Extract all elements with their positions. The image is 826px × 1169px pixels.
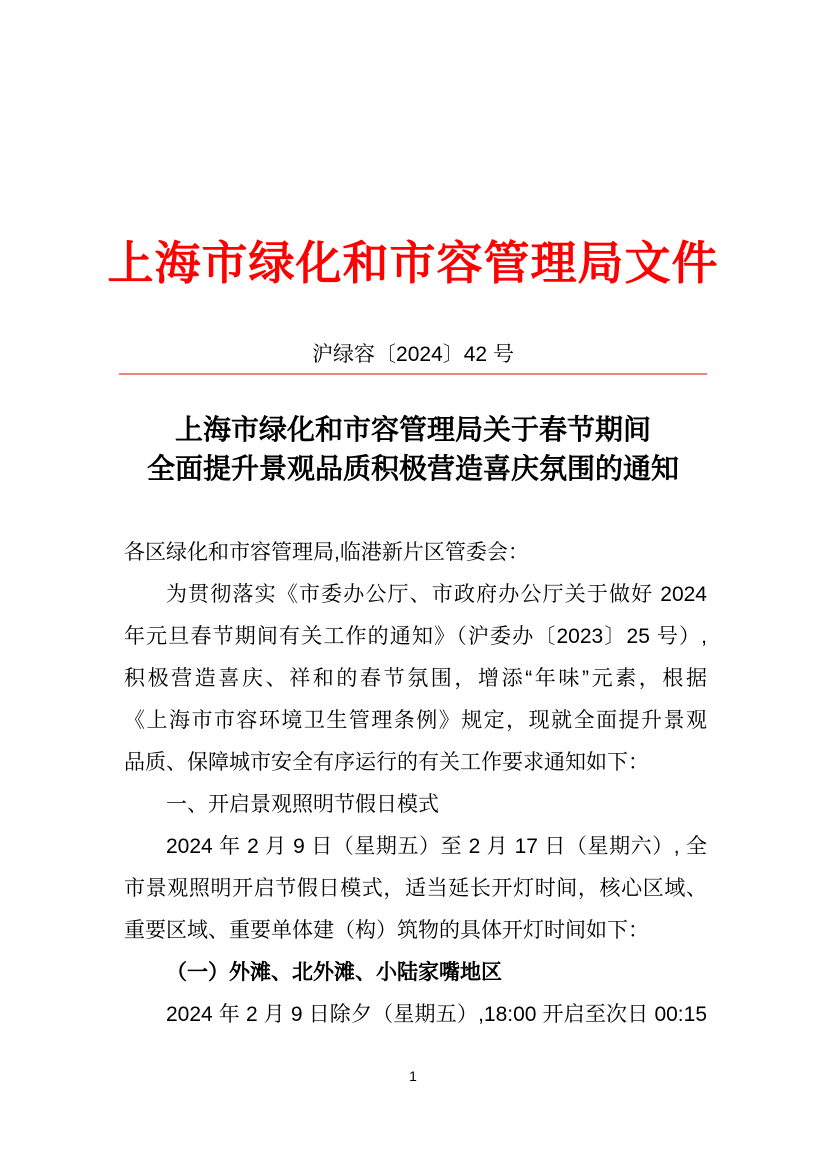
body-line: 积极营造喜庆、祥和的春节氛围，增添“年味”元素，根据 xyxy=(124,667,707,690)
body-line: 《上海市市容环境卫生管理条例》规定，现就全面提升景观 xyxy=(124,709,707,732)
document-number: 沪绿容〔2024〕42 号 xyxy=(312,343,514,366)
letterhead-divider-rule xyxy=(119,373,707,375)
body-line: 重要区域、重要单体建（构）筑物的具体开灯时间如下： xyxy=(124,919,649,942)
body-line: 市景观照明开启节假日模式，适当延长开灯时间，核心区域、 xyxy=(124,877,707,900)
section-1-heading: 一、开启景观照明节假日模式 xyxy=(166,793,439,816)
salutation-line: 各区绿化和市容管理局,临港新片区管委会： xyxy=(124,541,529,564)
body-line: 为贯彻落实《市委办公厅、市政府办公厅关于做好 2024 xyxy=(166,583,707,606)
subsection-1-heading: （一）外滩、北外滩、小陆家嘴地区 xyxy=(166,961,502,984)
body-line: 品质、保障城市安全有序运行的有关工作要求通知如下： xyxy=(124,751,649,774)
notice-body xyxy=(124,532,707,1036)
page-number: 1 xyxy=(409,1068,417,1084)
body-line: 2024 年 2 月 9 日除夕（星期五）,18:00 开启至次日 00:15 xyxy=(166,1003,707,1026)
body-line: 年元旦春节期间有关工作的通知》（沪委办〔2023〕25 号）, xyxy=(124,625,707,648)
notice-title xyxy=(0,410,826,488)
agency-letterhead-title: 上海市绿化和市容管理局文件 xyxy=(107,237,719,289)
notice-title-line-1: 上海市绿化和市容管理局关于春节期间 xyxy=(174,414,651,445)
body-line: 2024 年 2 月 9 日（星期五）至 2 月 17 日（星期六）, 全 xyxy=(166,835,707,858)
notice-title-line-2: 全面提升景观品质积极营造喜庆氛围的通知 xyxy=(146,453,679,484)
